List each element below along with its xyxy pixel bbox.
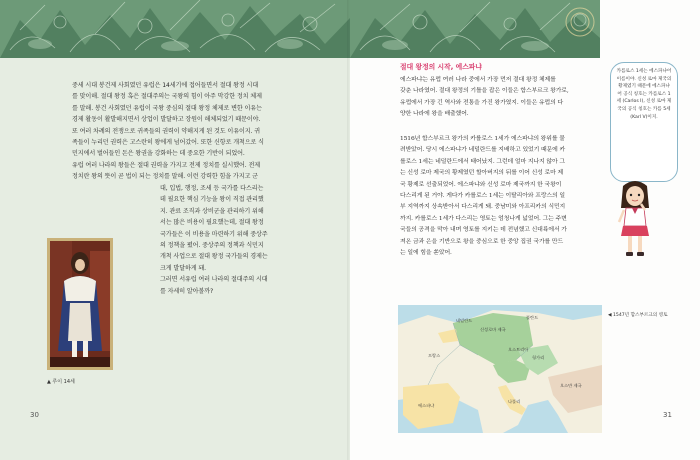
text-line: 져온 금과 은을 기반으로 왕을 중심으로 한 중앙 집권 국가를 만드 xyxy=(400,238,564,245)
text-line: 크게 발달하게 돼. xyxy=(160,264,207,272)
map-label-france: 프랑스 xyxy=(428,353,441,358)
left-paragraph-2 xyxy=(72,160,298,183)
left-paragraph-1 xyxy=(72,80,298,160)
speech-bubble xyxy=(610,62,678,182)
text-line: 다스리게 된 거야. 게다가 카를로스 1세는 이탈리아와 프랑스의 일 xyxy=(400,193,565,200)
portrait-caption: ▲ 루이 14세 xyxy=(47,379,75,385)
text-line: 또 여러 차례의 전쟁으로 귀족들의 권력이 약해지게 된 것도 이유이지. 귀 xyxy=(72,127,261,135)
text-line: 는 신성 로마 제국의 황제였던 할아버지의 뒤를 이어 신성 로마 제 xyxy=(400,170,564,177)
battle-illustration-banner xyxy=(0,0,350,58)
left-paragraph-2-continued xyxy=(160,183,298,297)
text-line: 개척 사업으로 절대 왕정 국가들의 경제는 xyxy=(160,253,268,261)
speech-bubble-text: 카를로스 1세는 에스파냐어 이름이야. 신성 로마 제국의 황제였기 때문에 에스파냐어 공식 칭호는 카를로스 1세 (Carlos I), 신성 로마 제국의 공식 칭호는 카를 5세(Karl V)이지. xyxy=(616,69,672,120)
text-line: 국들의 공격을 막아 내며 영토를 지키는 데 전념했고 신대륙에서 가 xyxy=(400,227,567,234)
text-line: 에스파냐는 유럽 여러 나라 중에서 가장 먼저 절대 왕정 체제를 xyxy=(400,77,556,83)
text-line: 국 황제로 선출되었어. 에스파냐와 신성 로마 제국까지 한 국왕이 xyxy=(400,181,562,188)
right-paragraph-2 xyxy=(400,134,600,259)
map-label-naples: 나폴리 xyxy=(508,399,521,404)
text-line: 까지. 카를로스 1세가 다스리는 영토는 엄청나게 넓었어. 그는 주변 xyxy=(400,215,567,222)
text-line: 국가들은 이 비용을 마련하기 위해 중상주 xyxy=(160,230,268,238)
louis-xiv-portrait xyxy=(47,238,113,370)
map-label-poland: 폴란드 xyxy=(526,315,539,320)
battle-illustration-banner-right xyxy=(350,0,600,58)
text-line: 유럽에서 가장 긴 역사와 전통을 가진 왕가였지. 이들은 유럽의 다 xyxy=(400,99,564,106)
text-line: 양한 나라에 왕을 배출했어. xyxy=(400,111,469,118)
text-line: 서는 많은 비용이 필요했는데, 절대 왕정 xyxy=(160,219,264,227)
text-line: 를 말해. 봉건 사회였던 유럽이 국왕 중심의 절대 왕정 체제로 변한 이유는 xyxy=(72,104,262,112)
text-line: 1516년 합스부르크 왕가의 카를로스 1세가 에스파냐의 왕위를 물 xyxy=(400,136,565,142)
text-line: 민지에서 벌어들인 돈은 왕권을 강화하는 데 중요한 기반이 되었어. xyxy=(72,150,245,158)
text-line: 갖춘 나라였어. 절대 왕정의 기틀을 잡은 이들은 합스부르크 왕가로, xyxy=(400,88,569,95)
page-number: 30 xyxy=(30,411,39,419)
text-line: 는 일에 힘을 쏟았어. xyxy=(400,250,452,257)
map-label-ottoman: 오스만 제국 xyxy=(560,383,582,388)
text-line: 데 필요한 핵심 기능을 왕이 직접 관리했 xyxy=(160,196,264,204)
map-caption: ◀ 1547년 합스부르크의 영토 xyxy=(608,313,668,318)
text-line: 정치란 왕의 뜻이 곧 법이 되는 정치를 말해. 이런 강력한 힘을 가지고 군 xyxy=(72,173,258,181)
text-line: 중세 시대 봉건제 사회였던 유럽은 14세기에 접어들면서 절대 왕정 시대 xyxy=(72,82,259,89)
text-line: 대, 입법, 행정, 조세 등 국가를 다스리는 xyxy=(160,185,264,192)
text-line: 의 정책을 폈어. 중상주의 정책과 식민지 xyxy=(160,242,264,250)
map-label-netherlands: 네덜란드 xyxy=(456,318,473,323)
text-line: 를 자세히 알아볼까? xyxy=(160,287,214,295)
habsburg-territory-map xyxy=(398,305,602,433)
text-line: 려받았어. 당시 에스파냐가 네덜란드를 지배하고 있었기 때문에 카 xyxy=(400,147,566,154)
text-line: 경제 활동이 활발해지면서 상업이 발달하고 장원이 해체되었기 때문이야. xyxy=(72,116,261,124)
text-line: 를 맞이해. 절대 왕정 혹은 절대주의는 국왕의 힘이 아주 막강한 정치 체제 xyxy=(72,93,262,101)
text-line: 족들이 누리던 권력은 고스란히 왕에게 넘어갔어. 또한 신항로 개척으로 식 xyxy=(72,139,264,147)
map-label-austria: 오스트리아 xyxy=(508,347,529,352)
text-line: 유럽 여러 나라의 왕들은 절대 권력을 가지고 전제 정치를 실시했어. 전제 xyxy=(72,162,261,169)
text-line: 를로스 1세는 네덜란드에서 태어났지. 그런데 얼마 지나지 않아 그 xyxy=(400,158,565,165)
page-number: 31 xyxy=(663,411,672,419)
girl-character-illustration xyxy=(615,178,655,260)
text-line: 그러면 서유럽 여러 나라의 절대주의 시대 xyxy=(160,276,268,284)
map-label-holy-roman-empire: 신성로마 제국 xyxy=(480,327,506,332)
section-title: 절대 왕정의 시작, 에스파냐 xyxy=(400,63,482,71)
text-line: 지. 관료 조직과 상비군을 관리하기 위해 xyxy=(160,207,264,215)
text-line: 부 지역까지 상속받아서 다스리게 돼. 중남미와 아프리카의 식민지 xyxy=(400,204,566,211)
map-label-hungary: 헝가리 xyxy=(532,355,545,360)
right-paragraph-1 xyxy=(400,75,600,121)
map-label-spain: 에스파냐 xyxy=(418,403,435,408)
